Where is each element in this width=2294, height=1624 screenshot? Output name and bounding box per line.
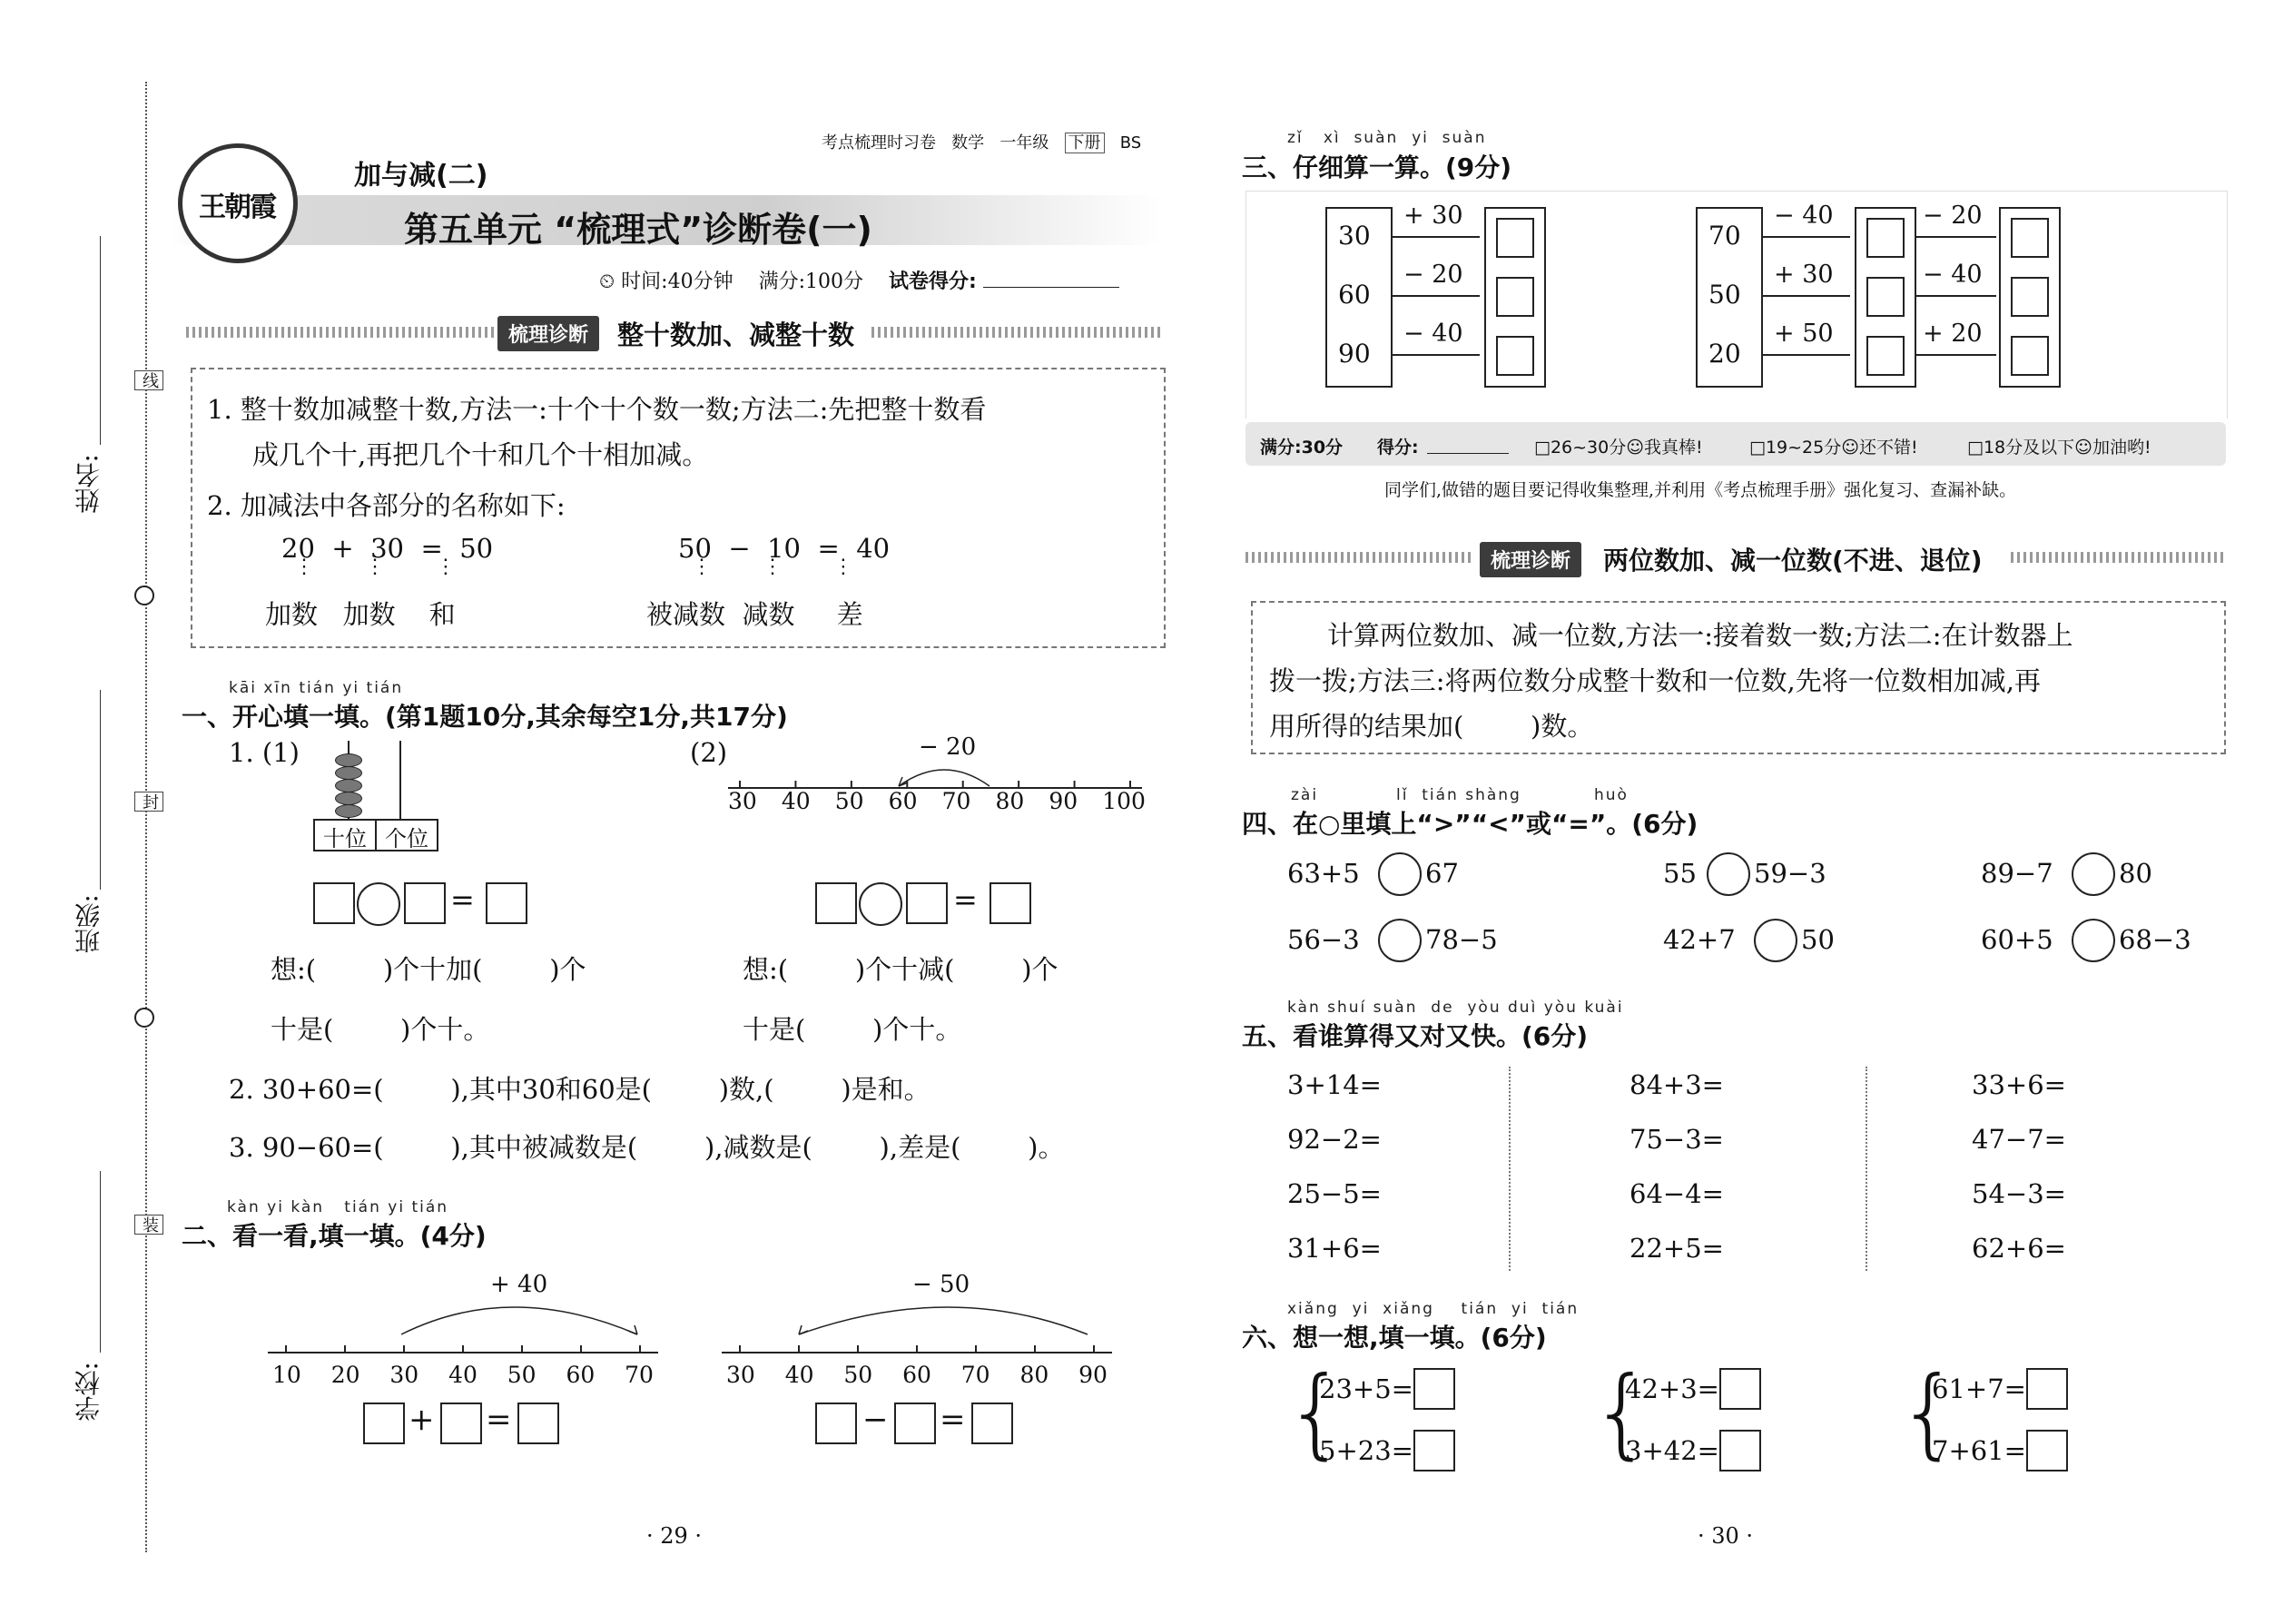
calc-item: 64−4= bbox=[1629, 1178, 1724, 1209]
operator-circle[interactable] bbox=[357, 882, 400, 926]
scissors-icon bbox=[134, 586, 154, 605]
q4-pinyin: huò bbox=[1594, 786, 1629, 804]
calc-item: 75−3= bbox=[1629, 1124, 1724, 1155]
brace-icon: { bbox=[1897, 1356, 1960, 1470]
school-underline bbox=[100, 1171, 101, 1353]
q3-frame bbox=[1245, 191, 2228, 418]
operation-label: − 20 bbox=[1923, 202, 1983, 230]
equation-pair bbox=[1590, 1356, 1826, 1480]
calc-item: 25−5= bbox=[1287, 1178, 1382, 1209]
binding-fold-char: 装 bbox=[134, 1215, 163, 1235]
diagnosis-title: 整十数加、减整十数 bbox=[617, 320, 855, 350]
logo-badge bbox=[178, 143, 298, 263]
q2-pinyin: kàn yi kàn tián yi tián bbox=[227, 1198, 449, 1216]
q1-part2-label: (2) bbox=[690, 737, 728, 768]
equals-sign: = bbox=[486, 1402, 512, 1438]
calc-item: 84+3= bbox=[1629, 1069, 1724, 1100]
compare-circle[interactable] bbox=[2072, 852, 2115, 896]
operation-label: + 50 bbox=[1774, 320, 1834, 348]
rating-option-1[interactable]: □26~30分☺我真棒! bbox=[1534, 438, 1703, 458]
scissors-icon bbox=[134, 1008, 154, 1028]
method-line: 用所得的结果加( )数。 bbox=[1269, 711, 1594, 742]
answer-box[interactable] bbox=[1413, 1430, 1455, 1471]
diagnosis-box bbox=[191, 368, 1166, 648]
score-bar bbox=[1245, 422, 2226, 466]
dots-marker: ⋮ ⋮ ⋮ bbox=[692, 556, 853, 578]
operation-label: − 20 bbox=[1403, 261, 1463, 289]
operation-label: + 30 bbox=[1403, 202, 1463, 230]
equals-sign: = bbox=[450, 882, 475, 917]
subtraction-example: 50 − 10 = 40 bbox=[678, 533, 891, 564]
start-number: 50 bbox=[1708, 280, 1741, 310]
answer-box[interactable] bbox=[1413, 1368, 1455, 1410]
q3-title: 三、仔细算一算。(9分) bbox=[1242, 153, 1512, 182]
equation: 23+5= bbox=[1319, 1373, 1413, 1404]
operation-label: − 40 bbox=[1403, 320, 1463, 348]
start-number: 70 bbox=[1708, 221, 1741, 251]
q2-right-ticks: 30 40 50 60 70 80 90 bbox=[726, 1362, 1108, 1388]
method-line: 计算两位数加、减一位数,方法一:接着数一数;方法二:在计数器上 bbox=[1327, 620, 2073, 651]
arrow-head bbox=[799, 1325, 808, 1334]
score-blank[interactable] bbox=[983, 287, 1119, 288]
think-line: 十是( )个十。 bbox=[743, 1014, 962, 1045]
q2-left-number-line bbox=[263, 1271, 663, 1362]
smile-icon: ☺ bbox=[1841, 438, 1860, 458]
equation: 5+23= bbox=[1319, 1435, 1413, 1466]
q1-title: 一、开心填一填。(第1题10分,其余每空1分,共17分) bbox=[182, 702, 788, 732]
minus-sign: − bbox=[862, 1402, 889, 1438]
answer-box[interactable] bbox=[815, 1403, 857, 1444]
smile-icon: ☺ bbox=[1626, 438, 1645, 458]
q5-pinyin: kàn shuí suàn de yòu duì yòu kuài bbox=[1287, 999, 1624, 1017]
column-divider bbox=[1866, 1067, 1867, 1271]
name-label: 姓名: bbox=[74, 454, 103, 514]
q1-part1-label: 1. (1) bbox=[229, 737, 300, 768]
dots-marker: ⋮ ⋮ ⋮ bbox=[294, 556, 456, 578]
equals-sign: = bbox=[940, 1402, 966, 1438]
series-info: 考点梳理时习卷 数学 一年级 下册 BS bbox=[822, 133, 1142, 153]
q1-tick-labels: 30 40 50 60 70 80 90 100 bbox=[728, 788, 1146, 814]
arrow-head bbox=[628, 1325, 637, 1334]
exam-meta: ⏲ 时间:40分钟 满分:100分 试卷得分: bbox=[599, 266, 1119, 294]
equation: 7+61= bbox=[1932, 1435, 2026, 1466]
brace-icon: { bbox=[1285, 1356, 1347, 1470]
calc-item: 22+5= bbox=[1629, 1233, 1724, 1264]
rating-option-3[interactable]: □18分及以下☺加油哟! bbox=[1967, 438, 2151, 458]
calc-item: 92−2= bbox=[1287, 1124, 1382, 1155]
think-line: 想:( )个十加( )个 bbox=[271, 954, 586, 985]
subtraction-names: 被减数 减数 差 bbox=[646, 599, 863, 630]
unit-title: 第五单元 “梳理式”诊断卷(一) bbox=[404, 210, 872, 250]
q2-left-ticks: 10 20 30 40 50 60 70 bbox=[272, 1362, 654, 1388]
answer-box[interactable] bbox=[363, 1403, 405, 1444]
clock-icon: ⏲ bbox=[599, 271, 615, 293]
jump-arc bbox=[401, 1307, 637, 1334]
equals-sign: = bbox=[953, 882, 978, 917]
q4-pinyin: zài bbox=[1291, 786, 1319, 804]
jump-arc bbox=[899, 770, 989, 786]
review-reminder: 同学们,做错的题目要记得收集整理,并利用《考点梳理手册》强化复习、查漏补缺。 bbox=[1384, 480, 2017, 500]
binding-dotted-line bbox=[145, 82, 147, 1552]
equation: 3+42= bbox=[1625, 1435, 1719, 1466]
divider-dots bbox=[2011, 552, 2224, 563]
think-line: 想:( )个十减( )个 bbox=[743, 954, 1058, 985]
q1-question2: 2. 30+60=( ),其中30和60是( )数,( )是和。 bbox=[229, 1074, 930, 1105]
q1-pinyin: kāi xīn tián yi tián bbox=[229, 679, 404, 697]
equation: 61+7= bbox=[1932, 1373, 2026, 1404]
q3-pinyin: zǐ xì suàn yi suàn bbox=[1287, 129, 1487, 147]
answer-box[interactable] bbox=[517, 1403, 559, 1444]
start-number: 30 bbox=[1338, 221, 1371, 251]
class-underline bbox=[100, 690, 101, 890]
answer-box[interactable] bbox=[894, 1403, 936, 1444]
q1-jump-op: − 20 bbox=[919, 733, 977, 761]
q6-pinyin: xiǎng yi xiǎng tián yi tián bbox=[1287, 1300, 1580, 1318]
operation-label: − 40 bbox=[1923, 261, 1983, 289]
compare-circle[interactable] bbox=[1707, 852, 1750, 896]
class-label: 班级: bbox=[74, 894, 103, 954]
compare-circle[interactable] bbox=[1378, 919, 1422, 962]
operation-label: + 20 bbox=[1923, 320, 1983, 348]
answer-box[interactable] bbox=[815, 882, 857, 924]
score-blank[interactable] bbox=[1427, 453, 1509, 454]
method-line: 1. 整十数加减整十数,方法一:十个十个数一数;方法二:先把整十数看 bbox=[207, 394, 987, 425]
calc-item: 62+6= bbox=[1972, 1233, 2066, 1264]
answer-box[interactable] bbox=[404, 882, 446, 924]
calc-item: 47−7= bbox=[1972, 1124, 2066, 1155]
q4-title: 四、在○里填上“>”“<”或“=”。(6分) bbox=[1242, 809, 1698, 839]
diagnosis-box bbox=[1251, 601, 2226, 754]
answer-box[interactable] bbox=[313, 882, 355, 924]
name-underline bbox=[100, 236, 101, 445]
divider-dots bbox=[871, 327, 1162, 338]
plus-sign: + bbox=[409, 1402, 435, 1438]
logo-text: 王朝霞 bbox=[199, 192, 275, 223]
full-score: 满分:30分 bbox=[1260, 438, 1344, 458]
divider-dots bbox=[1245, 552, 1472, 563]
operator-circle[interactable] bbox=[859, 882, 902, 926]
school-label: 学校: bbox=[74, 1362, 103, 1422]
divider-dots bbox=[186, 327, 495, 338]
answer-box[interactable] bbox=[440, 1403, 482, 1444]
calc-item: 54−3= bbox=[1972, 1178, 2066, 1209]
answer-box[interactable] bbox=[2026, 1368, 2068, 1410]
abacus bbox=[313, 737, 440, 851]
answer-box[interactable] bbox=[906, 882, 948, 924]
operation-label: − 40 bbox=[1774, 202, 1834, 230]
answer-box[interactable] bbox=[1719, 1430, 1761, 1471]
equation-pair bbox=[1285, 1356, 1521, 1480]
jump-arc bbox=[799, 1307, 1088, 1334]
page-number-right: · 30 · bbox=[1698, 1523, 1754, 1549]
q2-title: 二、看一看,填一填。(4分) bbox=[182, 1221, 487, 1251]
binding-line-char: 线 bbox=[134, 370, 163, 390]
brace-icon: { bbox=[1590, 1356, 1653, 1470]
method-line: 拨一拨;方法三:将两位数分成整十数和一位数,先将一位数相加减,再 bbox=[1269, 665, 2041, 696]
q2-right-op: − 50 bbox=[912, 1271, 970, 1298]
rating-option-2[interactable]: □19~25分☺还不错! bbox=[1749, 438, 1918, 458]
start-number: 60 bbox=[1338, 280, 1371, 310]
start-number: 90 bbox=[1338, 339, 1371, 369]
diagnosis-badge: 梳理诊断 bbox=[497, 316, 599, 351]
method-line: 2. 加减法中各部分的名称如下: bbox=[207, 490, 566, 521]
q1-question3: 3. 90−60=( ),其中被减数是( ),减数是( ),差是( )。 bbox=[229, 1132, 1065, 1163]
q2-left-op: + 40 bbox=[490, 1271, 548, 1298]
answer-box[interactable] bbox=[971, 1403, 1013, 1444]
compare-circle[interactable] bbox=[1754, 919, 1797, 962]
operation-label: + 30 bbox=[1774, 261, 1834, 289]
q6-title: 六、想一想,填一填。(6分) bbox=[1242, 1323, 1547, 1353]
binding-margin bbox=[0, 0, 159, 1624]
calc-item: 31+6= bbox=[1287, 1233, 1382, 1264]
q5-title: 五、看谁算得又对又快。(6分) bbox=[1242, 1021, 1589, 1051]
diagnosis-badge: 梳理诊断 bbox=[1480, 542, 1581, 577]
compare-circle[interactable] bbox=[1378, 852, 1422, 896]
unit-subtitle: 加与减(二) bbox=[354, 160, 488, 192]
equation-pair bbox=[1897, 1356, 2133, 1480]
tens-label: 十位 bbox=[315, 821, 377, 850]
score-label: 得分: bbox=[1377, 438, 1419, 458]
diagnosis-title: 两位数加、减一位数(不进、退位) bbox=[1603, 546, 1983, 576]
think-line: 十是( )个十。 bbox=[271, 1014, 490, 1045]
addition-example: 20 + 30 = 50 bbox=[281, 533, 494, 564]
page-number-left: · 29 · bbox=[646, 1523, 703, 1549]
answer-box[interactable] bbox=[486, 882, 527, 924]
column-divider bbox=[1509, 1067, 1511, 1271]
answer-box[interactable] bbox=[1719, 1368, 1761, 1410]
method-line: 成几个十,再把几个十和几个十相加减。 bbox=[252, 439, 709, 470]
q4-pinyin: lǐ tián shàng bbox=[1396, 786, 1521, 804]
smile-icon: ☺ bbox=[2074, 438, 2092, 458]
compare-circle[interactable] bbox=[2072, 919, 2115, 962]
ones-label: 个位 bbox=[385, 826, 428, 851]
calc-item: 33+6= bbox=[1972, 1069, 2066, 1100]
binding-seal-char: 封 bbox=[134, 792, 163, 812]
calc-item: 3+14= bbox=[1287, 1069, 1382, 1100]
addition-names: 加数 加数 和 bbox=[265, 599, 456, 630]
start-number: 20 bbox=[1708, 339, 1741, 369]
answer-box[interactable] bbox=[989, 882, 1031, 924]
equation: 42+3= bbox=[1625, 1373, 1719, 1404]
answer-box[interactable] bbox=[2026, 1430, 2068, 1471]
